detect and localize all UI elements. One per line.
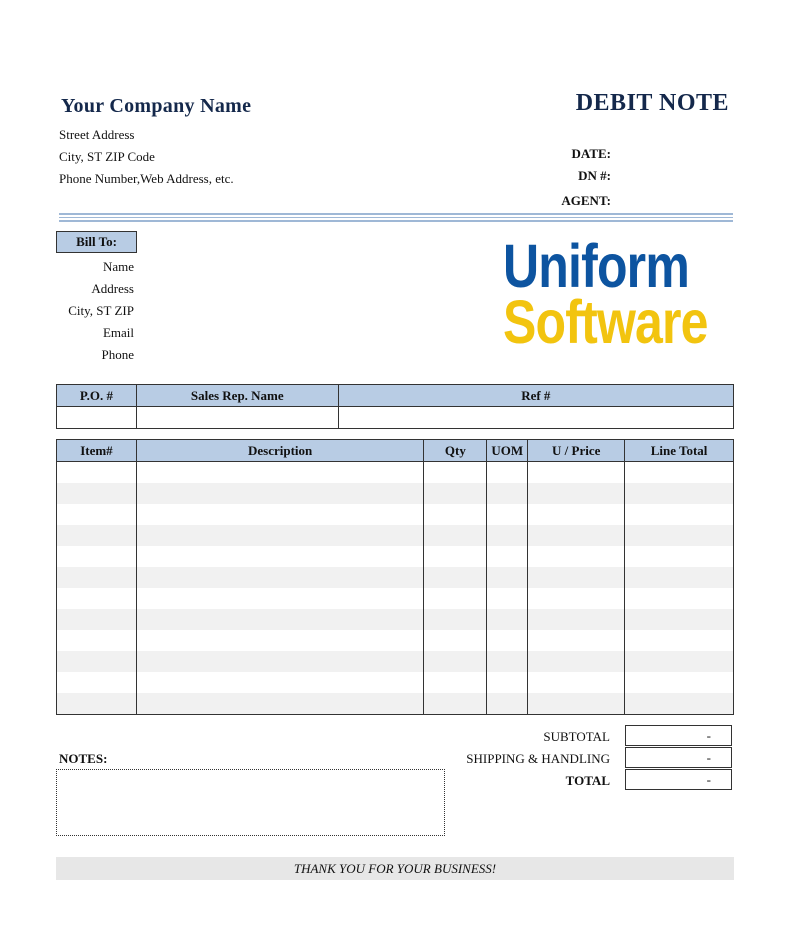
- table-row: [57, 462, 734, 484]
- line-total-cell[interactable]: [625, 630, 734, 651]
- line-total-cell[interactable]: [625, 609, 734, 630]
- item-number-cell[interactable]: [57, 693, 137, 715]
- line-total-cell[interactable]: [625, 651, 734, 672]
- table-row: [57, 651, 734, 672]
- line-total-cell[interactable]: [625, 693, 734, 715]
- uom-cell[interactable]: [487, 546, 528, 567]
- item-number-cell[interactable]: [57, 609, 137, 630]
- item-number-cell[interactable]: [57, 672, 137, 693]
- street-address: Street Address: [59, 127, 135, 142]
- qty-cell[interactable]: [424, 588, 487, 609]
- description-cell[interactable]: [136, 546, 424, 567]
- total-value: -: [625, 769, 732, 790]
- item-number-header: Item#: [57, 440, 137, 462]
- table-row: [57, 504, 734, 525]
- notes-field[interactable]: [56, 769, 445, 836]
- table-row: [57, 546, 734, 567]
- uom-cell[interactable]: [487, 504, 528, 525]
- city-state-zip: City, ST ZIP Code: [59, 149, 155, 164]
- unit-price-cell[interactable]: [528, 483, 625, 504]
- notes-label: NOTES:: [59, 751, 108, 766]
- agent-label: AGENT:: [561, 193, 611, 208]
- unit-price-cell[interactable]: [528, 651, 625, 672]
- unit-price-cell[interactable]: [528, 693, 625, 715]
- description-cell[interactable]: [136, 588, 424, 609]
- document-title: DEBIT NOTE: [575, 90, 729, 116]
- qty-cell[interactable]: [424, 609, 487, 630]
- line-total-header: Line Total: [625, 440, 734, 462]
- uom-cell[interactable]: [487, 693, 528, 715]
- line-total-cell[interactable]: [625, 546, 734, 567]
- unit-price-cell[interactable]: [528, 546, 625, 567]
- header-divider-middle: [59, 217, 733, 218]
- description-cell[interactable]: [136, 483, 424, 504]
- sales-rep-cell[interactable]: [136, 407, 338, 429]
- qty-cell[interactable]: [424, 483, 487, 504]
- item-number-cell[interactable]: [57, 525, 137, 546]
- item-number-cell[interactable]: [57, 630, 137, 651]
- subtotal-value: -: [625, 725, 732, 746]
- qty-cell[interactable]: [424, 546, 487, 567]
- table-row: [57, 567, 734, 588]
- description-cell[interactable]: [136, 672, 424, 693]
- header-divider-top: [59, 213, 733, 215]
- header-divider-bottom: [59, 220, 733, 222]
- bill-to-address: Address: [91, 281, 134, 296]
- uom-cell[interactable]: [487, 672, 528, 693]
- unit-price-cell[interactable]: [528, 462, 625, 484]
- table-row: [57, 588, 734, 609]
- line-total-cell[interactable]: [625, 588, 734, 609]
- qty-cell[interactable]: [424, 693, 487, 715]
- table-row: [57, 483, 734, 504]
- po-number-header: P.O. #: [57, 385, 137, 407]
- qty-cell[interactable]: [424, 651, 487, 672]
- line-total-cell[interactable]: [625, 483, 734, 504]
- description-cell[interactable]: [136, 693, 424, 715]
- description-cell[interactable]: [136, 504, 424, 525]
- uom-cell[interactable]: [487, 483, 528, 504]
- description-header: Description: [136, 440, 424, 462]
- uom-cell[interactable]: [487, 567, 528, 588]
- qty-header: Qty: [424, 440, 487, 462]
- date-label: DATE:: [571, 146, 611, 161]
- items-table: [56, 439, 734, 715]
- qty-cell[interactable]: [424, 525, 487, 546]
- unit-price-cell[interactable]: [528, 609, 625, 630]
- item-number-cell[interactable]: [57, 462, 137, 484]
- logo-line-software: Software: [503, 288, 708, 357]
- sales-rep-header: Sales Rep. Name: [136, 385, 338, 407]
- bill-to-phone: Phone: [101, 347, 134, 362]
- bill-to-email: Email: [102, 325, 134, 340]
- uom-cell[interactable]: [487, 525, 528, 546]
- po-number-cell[interactable]: [57, 407, 137, 429]
- subtotal-label: SUBTOTAL: [543, 729, 610, 744]
- description-cell[interactable]: [136, 609, 424, 630]
- item-number-cell[interactable]: [57, 651, 137, 672]
- bill-to-heading: Bill To:: [56, 231, 137, 253]
- item-number-cell[interactable]: [57, 588, 137, 609]
- uom-cell[interactable]: [487, 462, 528, 484]
- qty-cell[interactable]: [424, 462, 487, 484]
- shipping-value: -: [625, 747, 732, 768]
- company-logo: [503, 232, 708, 357]
- description-cell[interactable]: [136, 651, 424, 672]
- shipping-label: SHIPPING & HANDLING: [466, 751, 610, 766]
- uom-cell[interactable]: [487, 588, 528, 609]
- table-row: [57, 693, 734, 715]
- table-row: [57, 609, 734, 630]
- line-total-cell[interactable]: [625, 672, 734, 693]
- company-name: Your Company Name: [61, 95, 252, 117]
- bill-to-city: City, ST ZIP: [68, 303, 134, 318]
- thank-you-banner: THANK YOU FOR YOUR BUSINESS!: [56, 857, 734, 880]
- uom-header: UOM: [487, 440, 528, 462]
- unit-price-cell[interactable]: [528, 630, 625, 651]
- po-table: [56, 384, 734, 429]
- description-cell[interactable]: [136, 525, 424, 546]
- unit-price-cell[interactable]: [528, 525, 625, 546]
- line-total-cell[interactable]: [625, 462, 734, 484]
- item-number-cell[interactable]: [57, 546, 137, 567]
- qty-cell[interactable]: [424, 630, 487, 651]
- qty-cell[interactable]: [424, 567, 487, 588]
- qty-cell[interactable]: [424, 672, 487, 693]
- unit-price-cell[interactable]: [528, 567, 625, 588]
- description-cell[interactable]: [136, 630, 424, 651]
- unit-price-cell[interactable]: [528, 672, 625, 693]
- logo-line-uniform: Uniform: [503, 232, 689, 300]
- uom-cell[interactable]: [487, 630, 528, 651]
- item-number-cell[interactable]: [57, 567, 137, 588]
- item-number-cell[interactable]: [57, 504, 137, 525]
- line-total-cell[interactable]: [625, 567, 734, 588]
- description-cell[interactable]: [136, 462, 424, 484]
- uom-cell[interactable]: [487, 609, 528, 630]
- ref-number-cell[interactable]: [338, 407, 733, 429]
- line-total-cell[interactable]: [625, 525, 734, 546]
- unit-price-cell[interactable]: [528, 588, 625, 609]
- line-total-cell[interactable]: [625, 504, 734, 525]
- table-row: [57, 630, 734, 651]
- bill-to-name: Name: [102, 259, 134, 274]
- dn-number-label: DN #:: [578, 168, 611, 183]
- unit-price-header: U / Price: [528, 440, 625, 462]
- item-number-cell[interactable]: [57, 483, 137, 504]
- table-row: [57, 525, 734, 546]
- table-row: [57, 672, 734, 693]
- description-cell[interactable]: [136, 567, 424, 588]
- contact-info: Phone Number,Web Address, etc.: [59, 171, 234, 186]
- ref-number-header: Ref #: [338, 385, 733, 407]
- uom-cell[interactable]: [487, 651, 528, 672]
- unit-price-cell[interactable]: [528, 504, 625, 525]
- total-label: TOTAL: [565, 773, 610, 788]
- qty-cell[interactable]: [424, 504, 487, 525]
